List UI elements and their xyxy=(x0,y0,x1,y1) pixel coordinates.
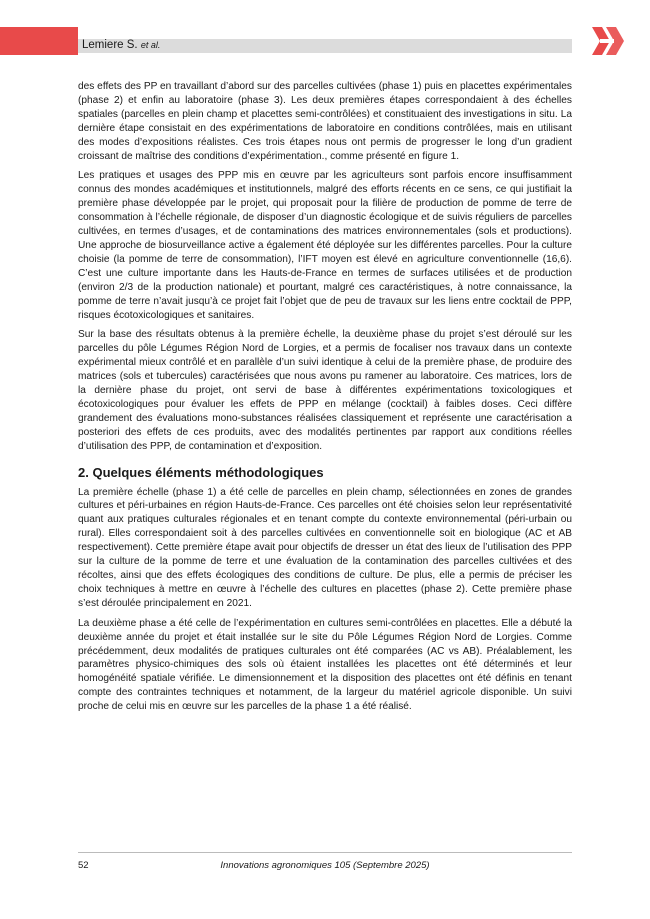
journal-citation: Innovations agronomiques 105 (Septembre 2025) xyxy=(220,860,430,871)
section-heading: 2. Quelques éléments méthodologiques xyxy=(78,464,324,480)
journal-logo-icon xyxy=(590,25,624,57)
header-etal: et al. xyxy=(140,40,161,50)
footer-rule xyxy=(78,852,572,853)
paragraph-1: des effets des PP en travaillant d’abord sur des parcelles cultivées (phase 1) puis en placettes expérimentales (phase 2) et enfin au laboratoire (phase 3). Les deux premières étapes correspondaient à des échelles spatiales (parcelles en plein champ et placettes semi-contrôlées) et constituaient des investigations in situ. La dernière étape consistait en des expérimentations de laboratoire en conditions contrôlées, mais en utilisant des modes d’expositions réalistes. Ces trois étapes nous ont permis de progresser le long d’un gradient croissant de maîtrise des conditions d’expérimentation., comme présenté en figure 1. xyxy=(78,81,572,162)
paragraph-4: La première échelle (phase 1) a été celle de parcelles en plein champ, sélectionnées en zones de grandes cultures et péri-urbaines en région Hauts-de-France. Ces parcelles ont été choisies selon leur représentativité quant aux pratiques culturales régionales et en tenant compte du contexte environnemental (péri-urbain ou rural). Elles correspondaient soit à des parcelles cultivées en conventionnelle soit en biologique (AC et AB respectivement). Cette première étape avait pour objectifs de dresser un état des lieux de l’utilisation des PPP sur la culture de la pomme de terre et une évaluation de la contamination des parcelles cultivées et des récoltes, ainsi que des effets écologiques des conditions de culture. De plus, elle a permis de préciser les choix techniques à mettre en œuvre à l’échelle des cultures en placettes (phase 2). Cette première phase s’est déroulée principalement en 2021. xyxy=(78,486,572,609)
header-accent-band xyxy=(0,27,78,55)
page-number: 52 xyxy=(78,860,89,871)
article-body xyxy=(78,80,572,720)
paragraph-2: Les pratiques et usages des PPP mis en œuvre par les agriculteurs sont parfois encore insuffisamment connus des mondes académiques et institutionnels, malgré des efforts récents en ce sens, ce qui justifiait la première phase développée par le projet, qui proposait pour la filière de production de pomme de terre de consommation à l’échelle régionale, de disposer d’un diagnostic écologique et de suivis réguliers de parcelles cultivées, en termes d’usages, et de contaminations des matrices environnementales (sols et productions). Une approche de biosurveillance active a également été déployée sur les différentes parcelles. Pour la culture choisie (la pomme de terre de consommation), l’IFT moyen est élevé en agriculture conventionnelle (16,6). C’est une culture importante dans les Hauts-de-France en termes de surfaces utilisées et de production (environ 2/3 de la production nationale) et pourtant, malgré ces caractéristiques, à notre connaissance, la pomme de terre n’avait jusqu’à ce projet fait l’objet que de peu de travaux sur les liens entre cocktail de PPP, risques écotoxicologiques et sanitaires. xyxy=(78,170,572,321)
paragraph-3: Sur la base des résultats obtenus à la première échelle, la deuxième phase du projet s’est déroulé sur les parcelles du pôle Légumes Région Nord de Lorgies, et a permis de focaliser nos travaux dans un contexte expérimental mieux contrôlé et en parallèle d’un suivi identique à celui de la première phase, de produire des matrices (sols et tubercules) caractérisées que nous avons pu ramener au laboratoire. Ces matrices, lors de la dernière phase du projet, ont servi de base à différentes expérimentations toxicologiques et écotoxicologiques pour évaluer les effets de PPP en mélange (cocktail) à faibles doses. Ceci diffère grandement des évaluations mono-substances réalisées classiquement et représente une caractérisation a posteriori des effets de ces produits, avec des modalités pertinentes par rapport aux conditions réelles d’utilisation des PPP, de contamination et d’exposition. xyxy=(78,329,572,452)
header-author: Lemiere S. xyxy=(82,39,138,51)
running-header xyxy=(82,38,160,53)
paragraph-5: La deuxième phase a été celle de l’expérimentation en cultures semi-contrôlées en placettes. Elle a débuté la deuxième année du projet et était installée sur le site du Pôle Légumes Région Nord de Lorgies. Comme précédemment, deux modalités de pratiques culturales ont été comparées (AC vs AB). Préalablement, les paramètres physico-chimiques des sols où étaient installées les placettes ont été déterminés et leur homogénéité spatiale vérifiée. Le dimensionnement et la disposition des placettes ont été définis en tenant compte des contraintes techniques et notamment, de la largeur du matériel agricole disponible. Un suivi proche de celui mis en œuvre sur les parcelles de la phase 1 a été réalisé. xyxy=(78,617,572,713)
